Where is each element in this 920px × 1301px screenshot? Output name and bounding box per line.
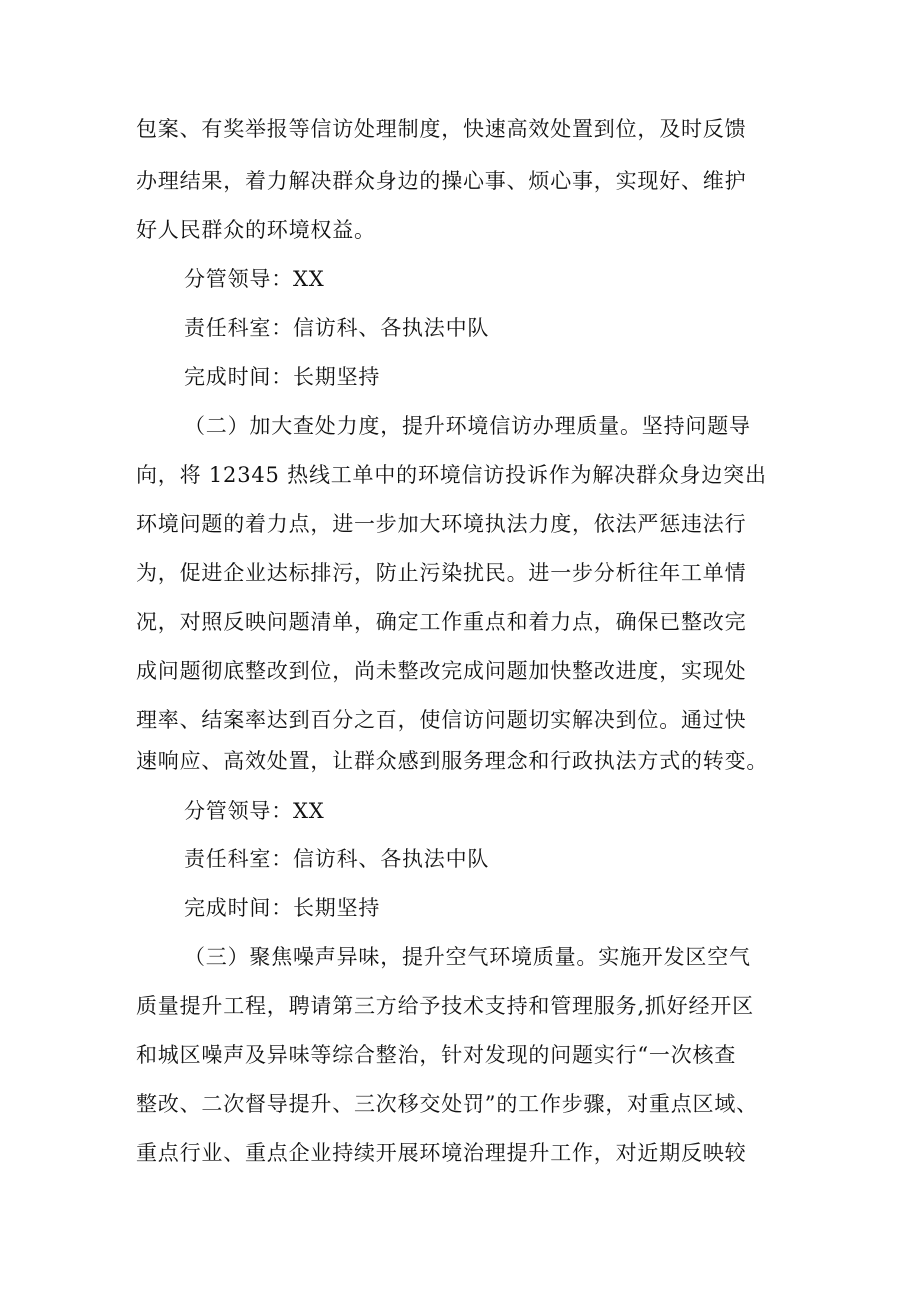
paragraph-line: 整改、二次督导提升、三次移交处罚”的工作步骤，对重点区域、 [136, 1092, 758, 1116]
supervising-leader: 分管领导：XX [184, 267, 325, 291]
paragraph-line: 况，对照反映问题清单，确定工作重点和着力点，确保已整改完 [136, 610, 747, 634]
responsible-department: 责任科室：信访科、各执法中队 [184, 847, 490, 871]
paragraph-line: 环境问题的着力点，进一步加大环境执法力度，依法严惩违法行 [136, 512, 747, 536]
paragraph-line: 质量提升工程，聘请第三方给予技术支持和管理服务,抓好经开区 [136, 994, 754, 1018]
paragraph-line: 好人民群众的环境权益。 [136, 218, 376, 242]
section-heading-paragraph-line: （二）加大查处力度，提升环境信访办理质量。坚持问题导 [184, 414, 751, 438]
paragraph-line: 成问题彻底整改到位，尚未整改完成问题加快整改进度，实现处 [136, 659, 747, 683]
paragraph-line: 向，将 12345 热线工单中的环境信访投诉作为解决群众身边突出 [136, 463, 767, 487]
paragraph-line: 和城区噪声及异味等综合整治，针对发现的问题实行“一次核查 [136, 1043, 737, 1067]
section-heading-paragraph-line: （三）聚焦噪声异味，提升空气环境质量。实施开发区空气 [184, 945, 751, 969]
paragraph-line: 办理结果，着力解决群众身边的操心事、烦心事，实现好、维护 [136, 169, 747, 193]
completion-time: 完成时间：长期坚持 [184, 896, 381, 920]
paragraph-line: 重点行业、重点企业持续开展环境治理提升工作，对近期反映较 [136, 1141, 747, 1165]
paragraph-line: 理率、结案率达到百分之百，使信访问题切实解决到位。通过快 [136, 708, 747, 732]
paragraph-line: 包案、有奖举报等信访处理制度，快速高效处置到位，及时反馈 [136, 117, 747, 141]
responsible-department: 责任科室：信访科、各执法中队 [184, 316, 490, 340]
paragraph-line: 速响应、高效处置，让群众感到服务理念和行政执法方式的转变。 [136, 749, 769, 773]
supervising-leader: 分管领导：XX [184, 799, 325, 823]
completion-time: 完成时间：长期坚持 [184, 365, 381, 389]
paragraph-line: 为，促进企业达标排污，防止污染扰民。进一步分析往年工单情 [136, 561, 747, 585]
